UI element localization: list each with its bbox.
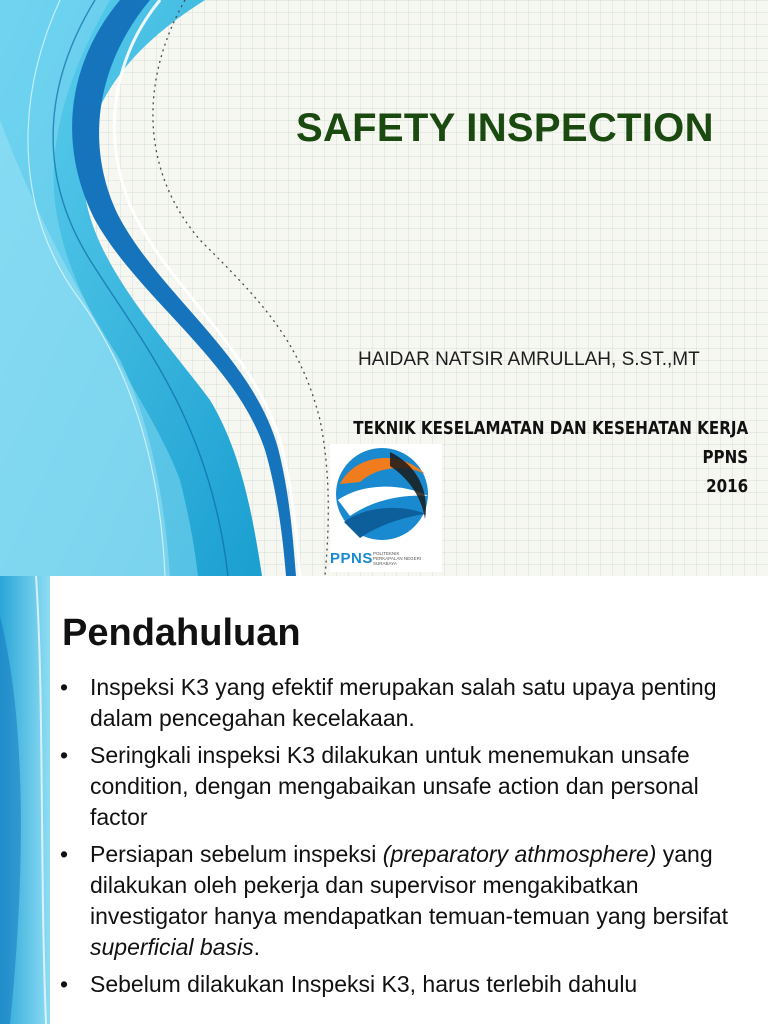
bullet-text-part: Persiapan sebelum inspeksi <box>90 841 383 867</box>
list-item <box>58 969 758 1000</box>
bullet-text: Seringkali inspeksi K3 dilakukan untuk menemukan unsafe condition, dengan mengabaikan unsafe action dan personal factor <box>90 742 699 830</box>
bullet-text-italic: (preparatory athmosphere) <box>382 841 657 867</box>
bullet-text: Inspeksi K3 yang efektif merupakan salah satu upaya penting dalam pencegahan kecelakaan. <box>90 674 717 731</box>
left-decoration-strip <box>0 576 50 1024</box>
logo-wordmark: PPNS <box>330 550 373 567</box>
department-name: TEKNIK KESELAMATAN DAN KESEHATAN KERJA <box>353 418 748 439</box>
bullet-text: Sebelum dilakukan Inspeksi K3, harus terlebih dahulu <box>90 971 638 997</box>
bullet-text-part: yang dilakukan oleh pekerja dan supervisor mengakibatkan investigator hanya mendapatkan temuan-temuan yang bersifat <box>90 841 729 929</box>
content-slide <box>0 576 768 1024</box>
list-item <box>58 740 758 833</box>
slide-heading: Pendahuluan <box>62 612 301 654</box>
author-name: HAIDAR NATSIR AMRULLAH, S.ST.,MT <box>358 349 700 370</box>
list-item <box>58 839 758 963</box>
slide-title: SAFETY INSPECTION <box>296 106 714 150</box>
bullet-list <box>58 672 758 1006</box>
bullet-text-italic: superficial basis <box>90 934 254 960</box>
bullet-icon: • <box>60 971 69 997</box>
bullet-icon: • <box>60 841 69 867</box>
bullet-icon: • <box>60 742 69 768</box>
year-label: 2016 <box>705 476 748 497</box>
logo-subtitle: POLITEKNIK PERKAPALAN NEGERI SURABAYA <box>373 551 422 566</box>
list-item <box>58 672 758 734</box>
institution-name: PPNS <box>702 447 748 468</box>
bullet-icon: • <box>60 674 69 700</box>
bullet-text-part: . <box>253 934 261 960</box>
